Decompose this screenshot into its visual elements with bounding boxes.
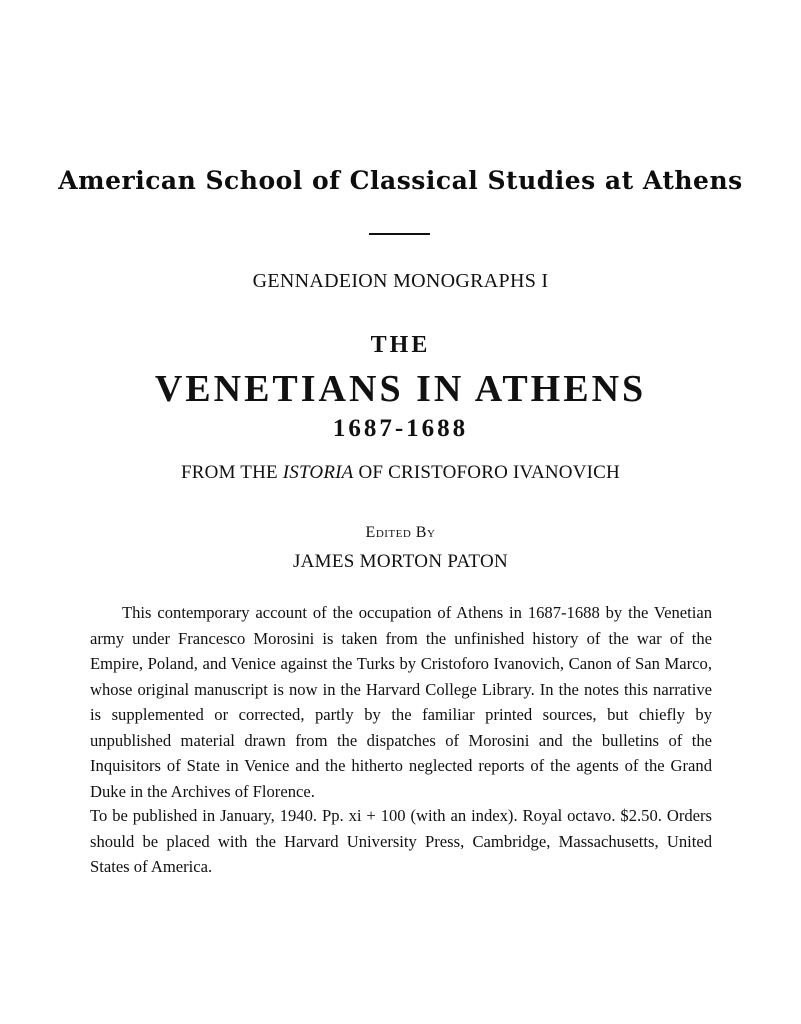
source-line <box>0 462 801 484</box>
ordering-info: Orders should be placed with the Harvard University Press, Cambridge, Massachusetts, United States of America. <box>90 806 712 876</box>
source-prefix: FROM THE <box>181 462 278 483</box>
description-paragraph: This contemporary account of the occupation of Athens in 1687-1688 by the Venetian army under Francesco Morosini is taken from the unfinished history of the war of the Empire, Poland, and Venice against the Turks by Cristoforo Ivanovich, Canon of San Marco, whose original manuscript is now in the Harvard College Library. In the notes this narrative is supplemented or corrected, partly by the familiar printed sources, but chiefly by unpublished material drawn from the dispatches of Morosini and the bulletins of the Inquisitors of State in Venice and the hitherto neglected reports of the agents of the Grand Duke in the Archives of Florence. <box>90 603 712 801</box>
edited-by-label: Edited By <box>365 524 436 541</box>
monograph-series: GENNADEION MONOGRAPHS I <box>252 270 549 292</box>
book-title: VENETIANS IN ATHENS <box>154 368 647 410</box>
source-suffix: OF CRISTOFORO IVANOVICH <box>358 462 620 483</box>
divider-rule <box>369 233 430 235</box>
editor-name: JAMES MORTON PATON <box>292 551 509 572</box>
series-heading: American School of Classical Studies at Athens <box>58 166 743 195</box>
title-years: 1687-1688 <box>332 415 469 442</box>
publication-details: To be published in January, 1940. Pp. xi + 100 (with an index). Royal octavo. $2.50. <box>90 806 662 825</box>
title-article: THE <box>370 332 431 358</box>
source-work: ISTORIA <box>282 462 354 483</box>
publication-paragraph <box>90 803 712 880</box>
